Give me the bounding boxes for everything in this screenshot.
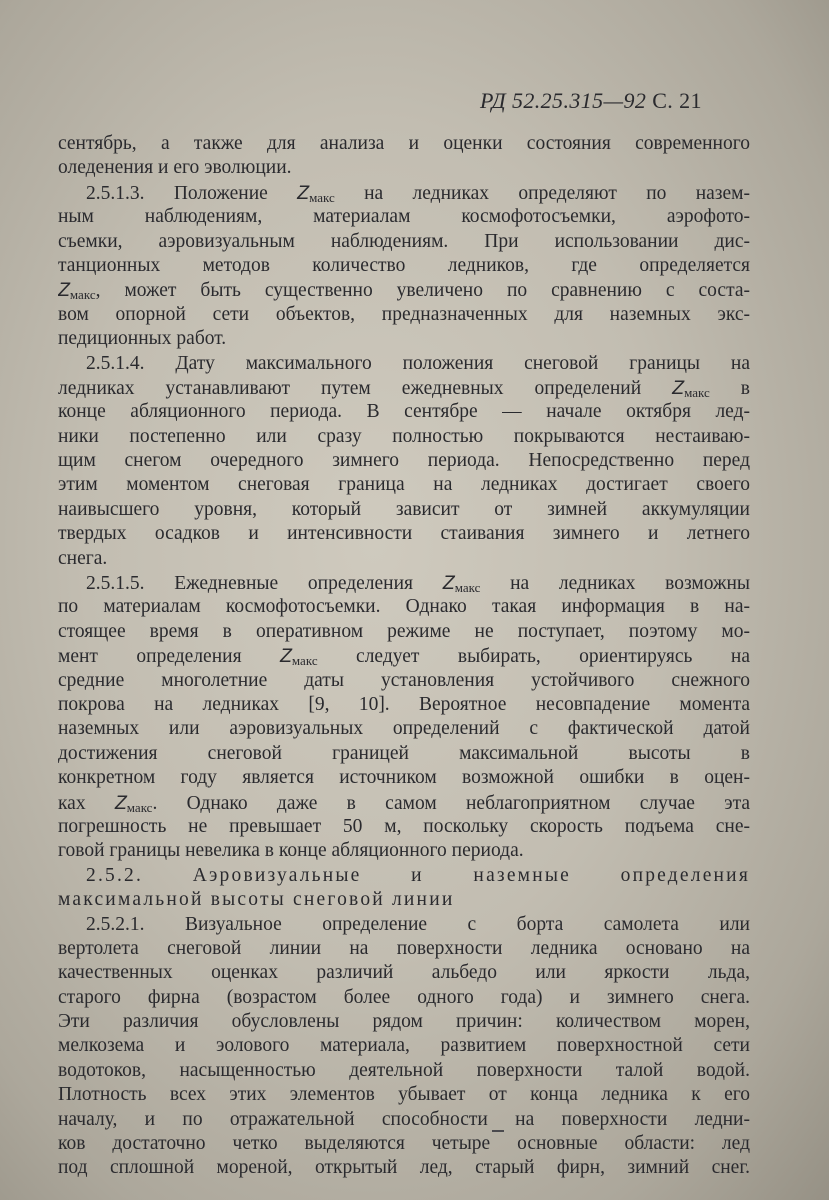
text-line: под сплошной мореной, открытый лед, старый фирн, зимний снег.: [58, 1157, 750, 1179]
section-heading-2-5-2: 2.5.2. Аэровизуальные и наземные определения: [86, 864, 750, 886]
text-line: водотоков, насыщенностью деятельной поверхности талой водой.: [58, 1059, 750, 1081]
z-max-symbol: $Z_{макс}$: [58, 279, 96, 303]
text-line: наивысшего уровня, который зависит от зимней аккумуляции: [58, 498, 750, 520]
text-line: наземных или аэровизуальных определений с фактической датой: [58, 718, 750, 740]
text-line: оледенения и его эволюции.: [58, 157, 292, 179]
text-line: вом опорной сети объектов, предназначенных для наземных экс-: [58, 303, 750, 325]
text-line: средние многолетние даты установления устойчивого снежного: [58, 669, 750, 691]
text-line: конце абляционного периода. В сентябре — начале октября лед-: [58, 401, 750, 423]
text-line: погрешность не превышает 50 м, поскольку скорость подъема сне-: [58, 815, 750, 837]
text-line: конкретном году является источником возможной ошибки в оцен-: [58, 767, 750, 789]
page-mark: [492, 1130, 504, 1132]
text-line: Плотность всех этих элементов убывает от конца ледника к его: [58, 1084, 750, 1106]
z-max-symbol: $Z_{макс}$: [672, 376, 710, 400]
document-code: РД 52.25.315—92: [480, 88, 647, 113]
paragraph-2-5-2-1: 2.5.2.1. Визуальное определение с борта самолета или: [86, 913, 750, 935]
text-line: достижения снеговой границей максимальной высоты в: [58, 742, 750, 764]
text-line: ледниках устанавливают путем ежедневных определений $Z_{макс}$ в: [58, 376, 750, 400]
text-line: сентябрь, а также для анализа и оценки состояния современного: [58, 133, 750, 154]
text-line: твердых осадков и интенсивности стаивания зимнего и летнего: [58, 523, 750, 545]
text-line: снега.: [58, 547, 108, 569]
text-line: качественных оценках различий альбедо или яркости льда,: [58, 962, 750, 984]
text-line: педиционных работ.: [58, 328, 227, 350]
text-line: ники постепенно или сразу полностью покрываются нестаиваю-: [58, 425, 750, 447]
section-heading-2-5-2-cont: максимальной высоты снеговой линии: [58, 889, 455, 911]
document-body: [58, 132, 750, 1181]
text-line: $Z_{макс}$, может быть существенно увеличено по сравнению с соста-: [58, 279, 750, 303]
text-line: мент определения $Z_{макс}$ следует выбирать, ориентируясь на: [58, 645, 750, 669]
text-line: началу, и по отражательной способности на поверхности ледни-: [58, 1108, 750, 1130]
text-line: Эти различия обусловлены рядом причин: количеством морен,: [58, 1011, 750, 1033]
text-line: старого фирна (возрастом более одного года) и зимнего снега.: [58, 986, 750, 1008]
text-line: мелкозема и эолового материала, развитием поверхностной сети: [58, 1035, 750, 1057]
text-line: стоящее время в оперативном режиме не поступает, поэтому мо-: [58, 620, 750, 642]
text-line: покрова на ледниках [9, 10]. Вероятное несовпадение момента: [58, 693, 750, 715]
text-line: ным наблюдениям, материалам космофотосъемки, аэрофото-: [58, 206, 750, 228]
z-max-symbol: $Z_{макс}$: [297, 181, 335, 205]
text-line: танционных методов количество ледников, где определяется: [58, 254, 750, 276]
text-line: ков достаточно четко выделяются четыре основные области: лед: [58, 1133, 750, 1155]
z-max-symbol: $Z_{макс}$: [280, 645, 318, 669]
paragraph-2-5-1-4: 2.5.1.4. Дату максимального положения снеговой границы на: [86, 352, 750, 374]
text-line: вертолета снеговой линии на поверхности ледника основано на: [58, 937, 750, 959]
text-line: говой границы невелика в конце абляционного периода.: [58, 840, 524, 862]
page-header: [480, 88, 770, 114]
z-max-symbol: $Z_{макс}$: [442, 572, 481, 596]
text-line: съемки, аэровизуальным наблюдениям. При использовании дис-: [58, 230, 750, 252]
text-line: щим снегом очередного зимнего периода. Непосредственно перед: [58, 450, 750, 472]
text-line: этим моментом снеговая граница на ледниках достигает своего: [58, 474, 750, 496]
z-max-symbol: $Z_{макс}$: [114, 791, 153, 815]
text-line: ках $Z_{макс}$. Однако даже в самом неблагоприятном случае эта: [58, 791, 750, 815]
text-line: по материалам космофотосъемки. Однако такая информация в на-: [58, 596, 750, 618]
paragraph-2-5-1-3: 2.5.1.3. Положение $Z_{макс}$ на ледниках определяют по назем-: [86, 181, 750, 205]
paragraph-2-5-1-5: 2.5.1.5. Ежедневные определения $Z_{макс}$ на ледниках возможны: [86, 572, 750, 596]
page-number: С. 21: [652, 88, 702, 113]
